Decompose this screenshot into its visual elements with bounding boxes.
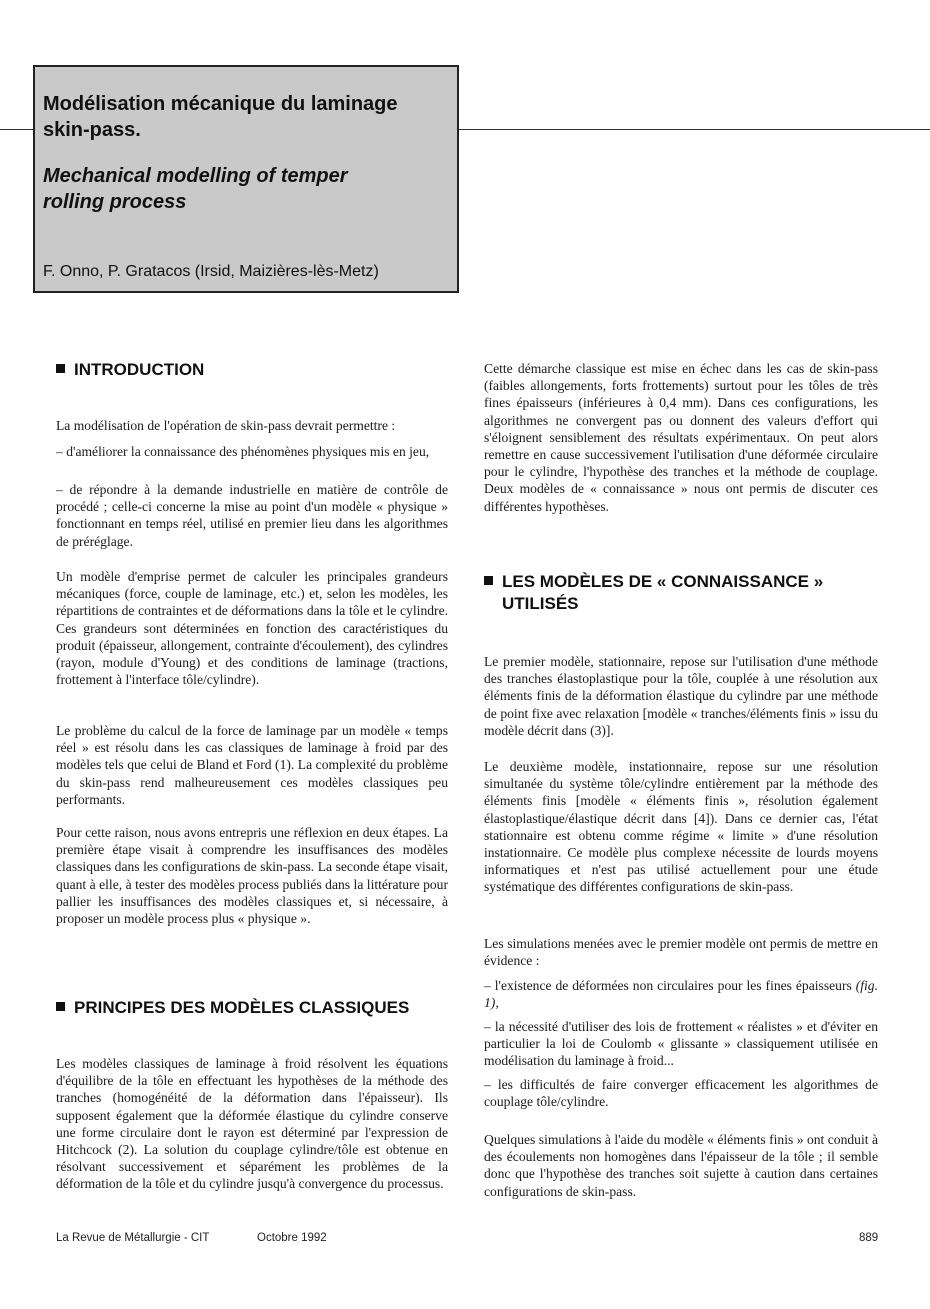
intro-list-item-1: – d'améliorer la connaissance des phénomènes physiques mis en jeu, (56, 444, 430, 459)
intro-paragraph-1: La modélisation de l'opération de skin-pass devrait permettre : (56, 418, 396, 433)
right-list-item-3: – les difficultés de faire converger efficacement les algorithmes de couplage tôle/cylindre. (484, 1077, 878, 1110)
section-heading-text-line-1: LES MODÈLES DE « CONNAISSANCE » (502, 572, 824, 591)
section-heading-text: INTRODUCTION (74, 360, 205, 379)
right-list-item-2: – la nécessité d'utiliser des lois de frottement « réalistes » et d'éviter en particulier la loi de Coulomb « glissante » classiquement utilisée en modélisation du laminage à froid... (484, 1019, 878, 1069)
right-paragraph-3: Le deuxième modèle, instationnaire, repose sur une résolution simultanée du système tôle/cylindre entièrement par la méthode des éléments finis [modèle « éléments finis », résolution également élastoplastique/élastique décrit dans [4]). Dans ce dernier cas, l'état stationnaire est obtenu comme régime « limite » d'une résolution instationnaire. Ce modèle plus complexe nécessite de lourds moyens informatiques et n'est pas utilisé actuellement pour une étude systématique des différentes configurations de skin-pass. (484, 759, 878, 895)
right-paragraph-4: Les simulations menées avec le premier modèle ont permis de mettre en évidence : (484, 936, 878, 969)
right-paragraph-1: Cette démarche classique est mise en échec dans les cas de skin-pass (faibles allongements, forts frottements) surtout pour les tôles de très fines épaisseurs (inférieures à 0,4 mm). Dans ces configurations, les algorithmes ne convergent pas ou donnent des valeurs d'effort qui s'éloignent sensiblement des résultats expérimentaux. On peut alors remettre en cause successivement l'utilisation d'une déformée circulaire pour le cylindre, l'hypothèse des tranches et la méthode de couplage. Deux modèles de « connaissance » nous ont permis de discuter ces différentes hypothèses. (484, 361, 878, 514)
right-paragraph-5: Quelques simulations à l'aide du modèle « éléments finis » ont conduit à des écoulements non homogènes dans l'épaisseur de la tôle ; il semble donc que l'hypothèse des tranches soit sujette à caution dans certaines configurations de skin-pass. (484, 1132, 878, 1199)
bullet-icon (484, 576, 493, 585)
section-heading-text-line-2: UTILISÉS (502, 594, 579, 613)
section-heading-text: PRINCIPES DES MODÈLES CLASSIQUES (74, 998, 410, 1017)
section-heading-principes (56, 997, 448, 1019)
title-french-line-2: skin-pass. (43, 119, 141, 141)
header-rule-right (459, 129, 930, 130)
intro-paragraph-2: Un modèle d'emprise permet de calculer les principales grandeurs mécaniques (force, couple de laminage, etc.) et, selon les modèles, les répartitions de contraintes et de déformations dans la tôle et le cylindre. Ces grandeurs sont déterminées en fonction des caractéristiques du produit (épaisseur, allongement, contrainte d'écoulement), des cylindres (rayon, module d'Young) et des conditions de laminage (tractions, frottement à l'interface tôle/cylindre). (56, 569, 448, 688)
section-heading-modeles (484, 571, 878, 615)
figure-reference-link[interactable]: (fig. 1), (484, 978, 878, 1011)
title-french (43, 91, 398, 143)
section-heading-introduction (56, 359, 448, 381)
principes-paragraph-1: Les modèles classiques de laminage à froid résolvent les équations d'équilibre de la tôle en effectuant les hypothèses de la méthode des tranches (homogénéité de la déformation dans l'épaisseur). Ils supposent également que la déformée élastique du cylindre conserve une forme circulaire dont le rayon est déterminé par l'expression de Hitchcock (2). La solution du couplage cylindre/tôle est obtenue en résolvant successivement et séparément les problèmes de la déformation de la tôle et du cylindre jusqu'à convergence du processus. (56, 1056, 448, 1192)
bullet-icon (56, 1002, 65, 1011)
header-rule-left (0, 129, 34, 130)
right-paragraph-2: Le premier modèle, stationnaire, repose sur l'utilisation d'une méthode des tranches élastoplastique pour la tôle, couplée à une résolution aux éléments finis de la déformation élastique du cylindre par une méthode de point fixe avec relaxation [modèle « tranches/éléments finis » issu du modèle décrit dans (3)]. (484, 654, 878, 738)
bullet-icon (56, 364, 65, 373)
title-english-line-1: Mechanical modelling of temper (43, 165, 348, 187)
right-list-item-1 (484, 977, 878, 1011)
authors: F. Onno, P. Gratacos (Irsid, Maizières-lès-Metz) (43, 263, 379, 280)
title-block (33, 65, 459, 293)
intro-paragraph-4: Pour cette raison, nous avons entrepris une réflexion en deux étapes. La première étape visait à comprendre les insuffisances des modèles classiques dans les configurations de skin-pass. La seconde étape visait, quant à elle, à tester des modèles process publiés dans la littérature pour pallier les insuffisances des modèles classiques et, si nécessaire, à proposer un modèle process plus « physique ». (56, 825, 448, 927)
page-number: 889 (859, 1232, 879, 1244)
right-list-item-1-text: – l'existence de déformées non circulaires pour les fines épaisseurs (484, 978, 852, 993)
intro-paragraph-3: Le problème du calcul de la force de laminage par un modèle « temps réel » est résolu dans les cas classiques de laminage à froid par des modèles tels que celui de Bland et Ford (1). La complexité du problème du skin-pass rend malheureusement ces modèles classiques peu performants. (56, 723, 448, 807)
title-english (43, 163, 348, 215)
footer-date: Octobre 1992 (257, 1232, 327, 1244)
intro-list-item-2: – de répondre à la demande industrielle en matière de contrôle de procédé ; celle-ci concerne la mise au point d'un modèle « physique » fonctionnant en temps réel, utilisé en premier lieu dans les algorithmes de préréglage. (56, 482, 448, 549)
footer-journal: La Revue de Métallurgie - CIT (56, 1232, 210, 1244)
title-french-line-1: Modélisation mécanique du laminage (43, 93, 398, 115)
title-english-line-2: rolling process (43, 191, 187, 213)
